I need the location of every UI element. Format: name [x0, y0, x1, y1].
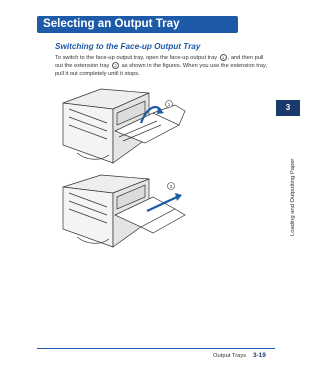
callout-1-marker: 1	[220, 54, 227, 61]
chapter-tab: 3	[276, 100, 300, 116]
footer-rule	[37, 348, 275, 349]
paragraph-text: To switch to the face-up output tray, open the face-up output tray	[55, 55, 218, 61]
title-bar	[37, 16, 238, 33]
paragraph-text: out the extension tray	[55, 63, 110, 69]
instruction-paragraph	[55, 54, 267, 78]
figure1-callout-label: 1	[167, 102, 171, 107]
section-heading: Switching to the Face-up Output Tray	[55, 42, 201, 51]
paragraph-line-2	[55, 62, 267, 70]
paragraph-text: , and then pull	[227, 55, 264, 61]
figure-open-face-up-tray	[57, 83, 187, 165]
paragraph-text: as shown in the figures. When you use the extension tray,	[121, 63, 267, 69]
footer-section: Output Trays	[213, 353, 247, 359]
figure2-callout-label: 2	[169, 184, 173, 189]
figure-pull-out-extension-tray	[57, 171, 187, 251]
chapter-side-label	[281, 126, 296, 236]
callout-2-marker: 2	[112, 62, 119, 69]
footer-page-number: 3-19	[253, 352, 266, 359]
chapter-title: Loading and Outputting Paper	[290, 158, 296, 236]
paragraph-line-1	[55, 54, 264, 62]
paragraph-line-3: pull it out completely until it stops.	[55, 71, 140, 77]
page-title: Selecting an Output Tray	[43, 17, 180, 30]
